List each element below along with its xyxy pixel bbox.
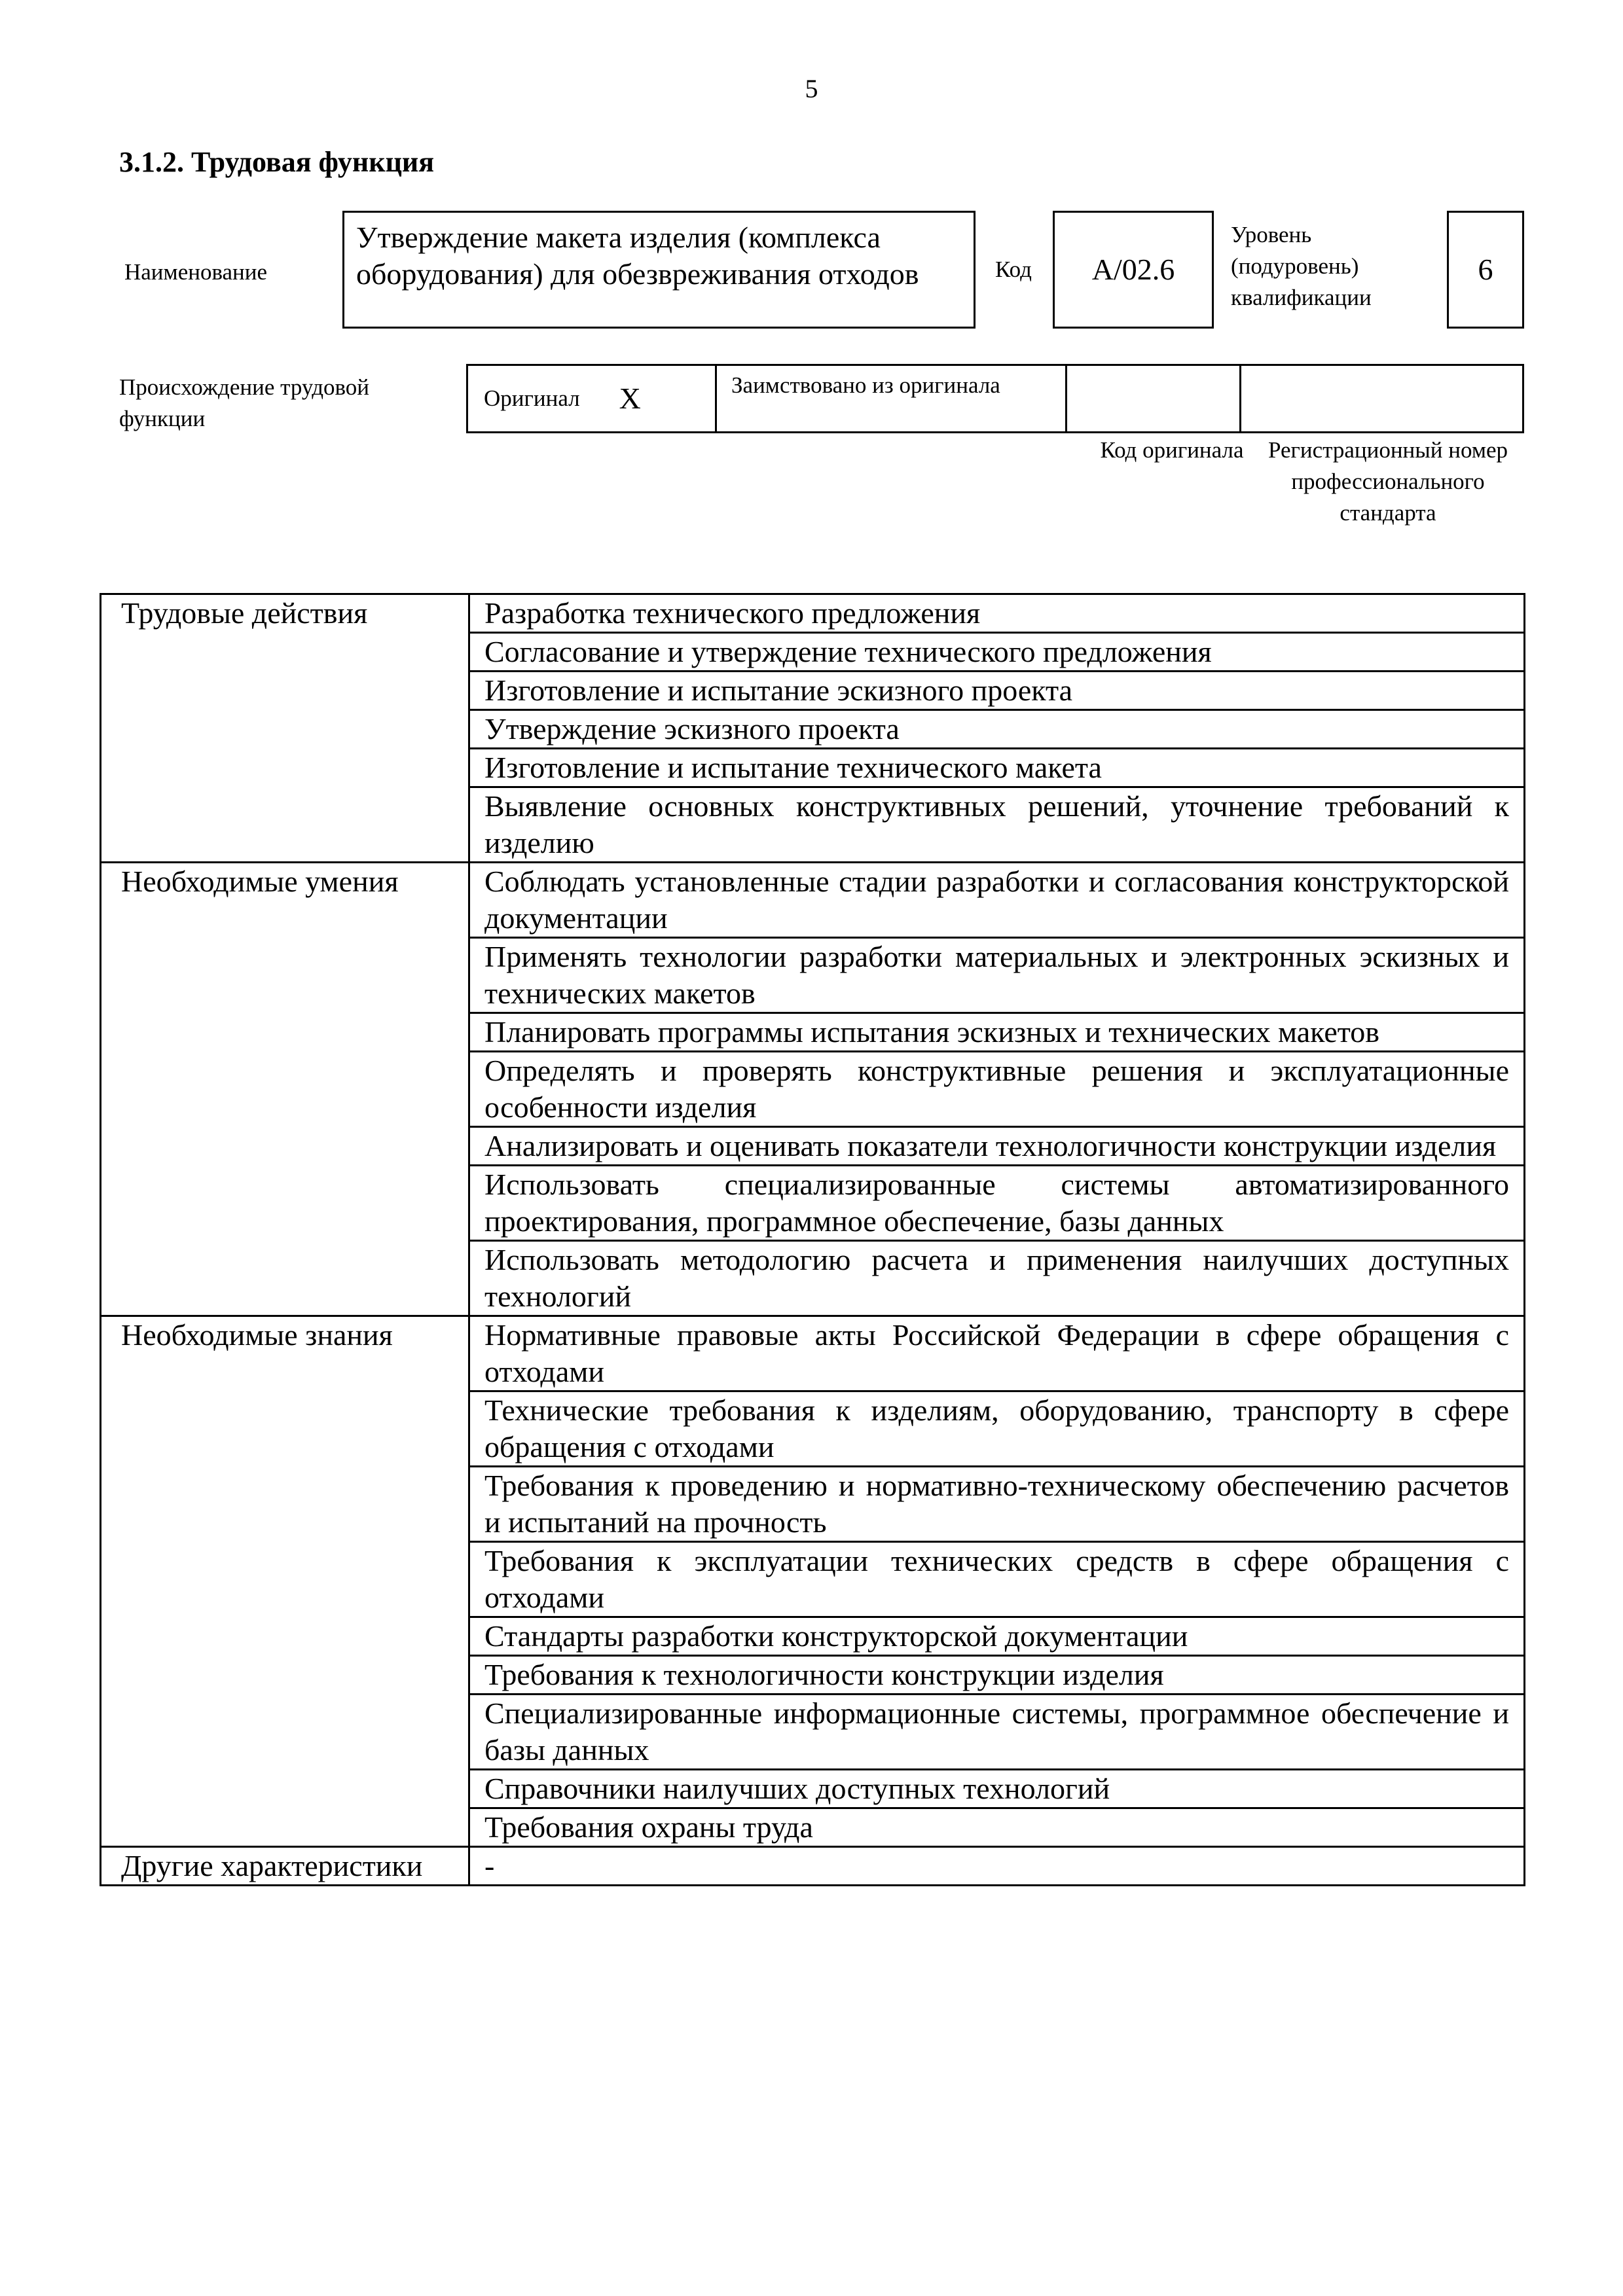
table-row bbox=[101, 1316, 1525, 1391]
item-cell: Соблюдать установленные стадии разработки и согласования конструкторской документации bbox=[469, 863, 1525, 938]
item-cell: Стандарты разработки конструкторской документации bbox=[469, 1617, 1525, 1656]
original-cell bbox=[468, 366, 717, 431]
code-value: A/02.6 bbox=[1053, 211, 1214, 329]
section-title: 3.1.2. Трудовая функция bbox=[119, 146, 435, 178]
code-label: Код bbox=[995, 257, 1032, 282]
item-cell: Справочники наилучших доступных технологий bbox=[469, 1770, 1525, 1808]
category-cell: Другие характеристики bbox=[101, 1847, 469, 1886]
category-cell: Необходимые умения bbox=[101, 863, 469, 1316]
item-cell: Утверждение эскизного проекта bbox=[469, 710, 1525, 749]
category-cell: Трудовые действия bbox=[101, 594, 469, 863]
name-label: Наименование bbox=[124, 259, 268, 285]
table-row bbox=[101, 1847, 1525, 1886]
item-cell: Планировать программы испытания эскизных и технических макетов bbox=[469, 1013, 1525, 1052]
reg-number-caption: Регистрационный номер профессионального стандарта bbox=[1267, 437, 1508, 526]
reg-number-cell bbox=[1241, 366, 1522, 431]
item-cell: Изготовление и испытание технического макета bbox=[469, 749, 1525, 787]
item-cell: Использовать специализированные системы автоматизированного проектирования, программное обеспечение, базы данных bbox=[469, 1166, 1525, 1241]
table-row bbox=[101, 863, 1525, 938]
item-cell: - bbox=[469, 1847, 1525, 1886]
code-original-caption: Код оригинала bbox=[1100, 437, 1244, 463]
code-original-cell bbox=[1067, 366, 1241, 431]
item-cell: Изготовление и испытание эскизного проекта bbox=[469, 672, 1525, 710]
item-cell: Требования к технологичности конструкции изделия bbox=[469, 1656, 1525, 1695]
item-cell: Специализированные информационные системы, программное обеспечение и базы данных bbox=[469, 1695, 1525, 1770]
origin-row bbox=[466, 364, 1524, 433]
borrowed-label: Заимствовано из оригинала bbox=[717, 366, 1067, 431]
original-label: Оригинал bbox=[484, 386, 580, 411]
item-cell: Технические требования к изделиям, оборудованию, транспорту в сфере обращения с отходами bbox=[469, 1391, 1525, 1467]
category-cell: Необходимые знания bbox=[101, 1316, 469, 1847]
item-cell: Требования к эксплуатации технических средств в сфере обращения с отходами bbox=[469, 1542, 1525, 1617]
level-label: Уровень (подуровень) квалификации bbox=[1231, 222, 1372, 310]
name-value: Утверждение макета изделия (комплекса оборудования) для обезвреживания отходов bbox=[342, 211, 976, 329]
table-row bbox=[101, 594, 1525, 633]
item-cell: Нормативные правовые акты Российской Федерации в сфере обращения с отходами bbox=[469, 1316, 1525, 1391]
labor-function-table bbox=[100, 593, 1525, 1886]
origin-label: Происхождение трудовой функции bbox=[119, 374, 370, 431]
item-cell: Выявление основных конструктивных решений, уточнение требований к изделию bbox=[469, 787, 1525, 863]
item-cell: Требования охраны труда bbox=[469, 1808, 1525, 1847]
item-cell: Определять и проверять конструктивные решения и эксплуатационные особенности изделия bbox=[469, 1052, 1525, 1127]
item-cell: Применять технологии разработки материальных и электронных эскизных и технических макетов bbox=[469, 938, 1525, 1013]
original-mark: X bbox=[619, 382, 641, 415]
item-cell: Разработка технического предложения bbox=[469, 594, 1525, 633]
item-cell: Анализировать и оценивать показатели технологичности конструкции изделия bbox=[469, 1127, 1525, 1166]
item-cell: Требования к проведению и нормативно-техническому обеспечению расчетов и испытаний на прочность bbox=[469, 1467, 1525, 1542]
page-number: 5 bbox=[805, 74, 818, 103]
item-cell: Согласование и утверждение технического предложения bbox=[469, 633, 1525, 672]
item-cell: Использовать методологию расчета и применения наилучших доступных технологий bbox=[469, 1241, 1525, 1316]
level-value: 6 bbox=[1447, 211, 1524, 329]
